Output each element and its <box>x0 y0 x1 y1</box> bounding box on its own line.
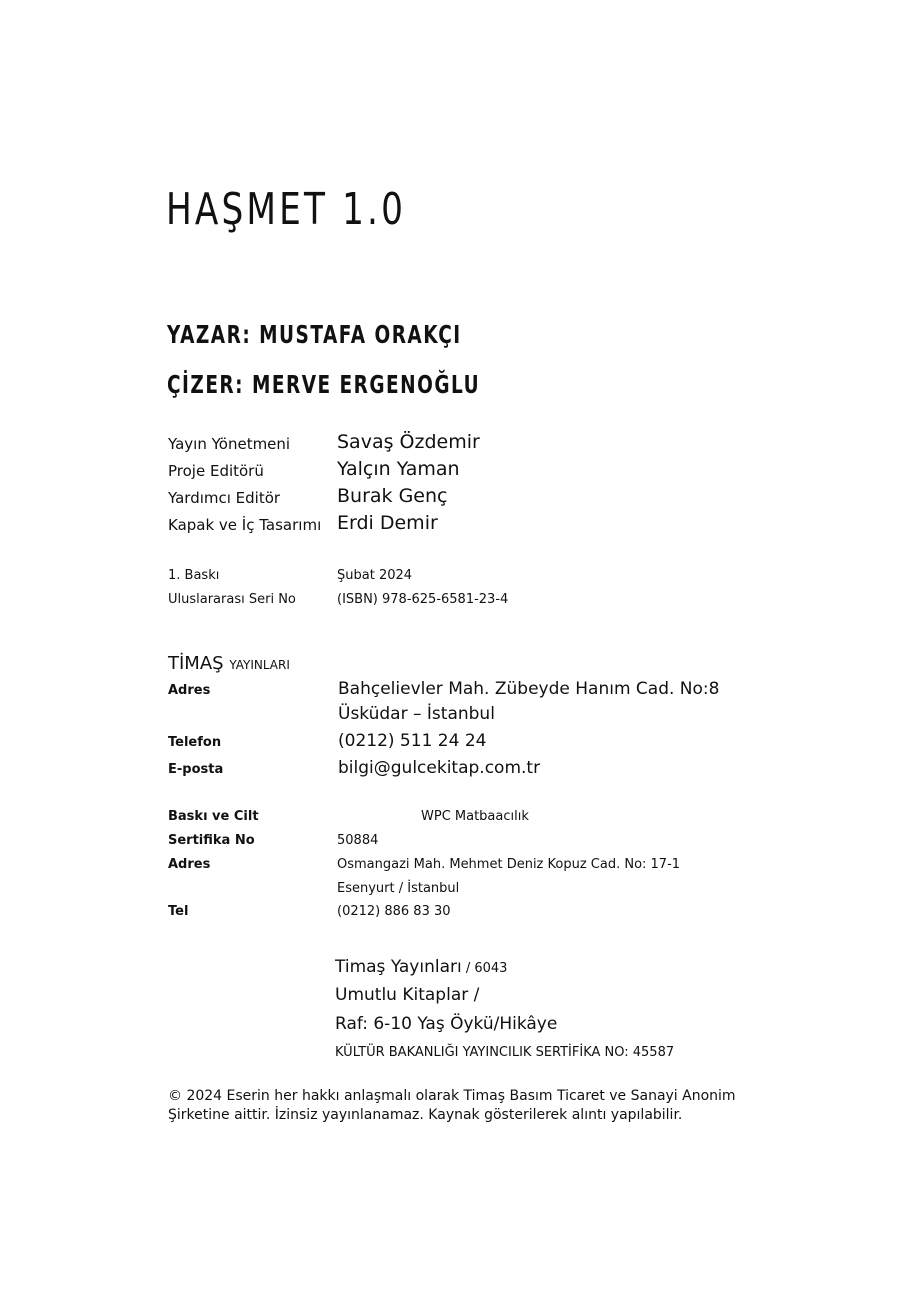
print-value: WPC Matbaacılık <box>421 809 529 824</box>
publisher-email: bilgi@gulcekitap.com.tr <box>338 758 541 778</box>
printer-address-line1: Osmangazi Mah. Mehmet Deniz Kopuz Cad. No: 17-1 <box>337 857 681 872</box>
cert-value: 50884 <box>337 833 379 848</box>
publisher-phone-label: Telefon <box>168 735 222 750</box>
staff-value: Burak Genç <box>337 485 448 507</box>
publisher-phone: (0212) 511 24 24 <box>338 731 487 751</box>
printer-tel-value: (0212) 886 83 30 <box>337 904 451 919</box>
author-line: YAZAR: MUSTAFA ORAKÇI <box>167 320 462 349</box>
series-line3: Raf: 6-10 Yaş Öykü/Hikâye <box>335 1014 558 1034</box>
printer-address-label: Adres <box>168 857 211 872</box>
copyright-line2: Şirketine aittir. İzinsiz yayınlanamaz. Kaynak gösterilerek alıntı yapılabilir. <box>168 1107 683 1123</box>
book-title: HAŞMET 1.0 <box>166 184 407 235</box>
staff-label: Yardımcı Editör <box>168 489 281 507</box>
series-number: / 6043 <box>461 961 508 976</box>
series-line2: Umutlu Kitaplar / <box>335 985 480 1005</box>
printer-tel-label: Tel <box>168 904 189 919</box>
staff-value: Yalçın Yaman <box>337 458 460 480</box>
publisher-name-main: TİMAŞ <box>168 653 224 674</box>
printer-address-line2: Esenyurt / İstanbul <box>337 881 460 896</box>
publisher-name <box>168 653 290 674</box>
cert-label: Sertifika No <box>168 833 255 848</box>
publisher-name-suffix: YAYINLARI <box>229 658 290 672</box>
edition-label: 1. Baskı <box>168 568 220 583</box>
series-publisher: Timaş Yayınları <box>335 957 462 977</box>
staff-label: Proje Editörü <box>168 462 264 480</box>
illustrator-line: ÇİZER: MERVE ERGENOĞLU <box>167 370 481 399</box>
isbn-value: (ISBN) 978-625-6581-23-4 <box>337 592 509 607</box>
copyright-line1: © 2024 Eserin her hakkı anlaşmalı olarak Timaş Basım Ticaret ve Sanayi Anonim <box>168 1088 736 1104</box>
edition-value: Şubat 2024 <box>337 568 413 583</box>
staff-value: Erdi Demir <box>337 512 438 534</box>
publisher-address-line1: Bahçelievler Mah. Zübeyde Hanım Cad. No:8 <box>338 679 720 699</box>
staff-label: Yayın Yönetmeni <box>168 435 291 453</box>
publisher-email-label: E-posta <box>168 762 224 777</box>
series-line1 <box>335 957 507 977</box>
isbn-label: Uluslararası Seri No <box>168 592 296 607</box>
staff-label: Kapak ve İç Tasarımı <box>168 516 322 534</box>
print-label: Baskı ve Cilt <box>168 809 259 824</box>
publisher-address-label: Adres <box>168 683 211 698</box>
ministry-certificate: KÜLTÜR BAKANLIĞI YAYINCILIK SERTİFİKA NO: 45587 <box>335 1045 675 1060</box>
publisher-address-line2: Üsküdar – İstanbul <box>338 704 495 724</box>
staff-value: Savaş Özdemir <box>337 431 480 453</box>
